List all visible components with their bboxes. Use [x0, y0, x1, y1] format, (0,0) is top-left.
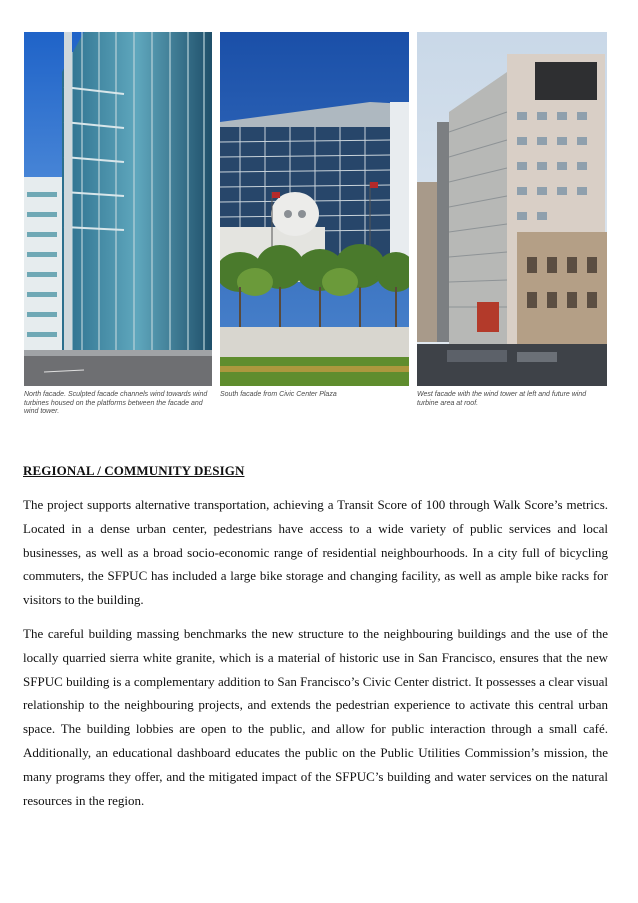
section-heading: REGIONAL / COMMUNITY DESIGN — [23, 463, 245, 478]
south-facade-caption: South facade from Civic Center Plaza — [220, 391, 337, 398]
south-facade-photo — [220, 32, 409, 386]
paragraph-massing: The careful building massing benchmarks the new structure to the neighbouring buildings and the use of the locally quarried sierra white granite, which is a material of historic use in San Francisco, ensures that the new SFPUC building is a complementary addition to San Francisco’s Civic Center district. It possesses a clear visual relationship to the neighbouring projects, and extends the pedestrian experience to activate this central urban space. The building lobbies are open to the public, and allow for public interaction through a small café. Additionally, an educational dashboard educates the public on the Public Utilities Commission’s mission, the many programs they offer, and the mitigated impact of the SFPUC’s building and water services on the natural resources in the region. — [23, 626, 608, 808]
paragraph-transportation: The project supports alternative transportation, achieving a Transit Score of 100 through Walk Score’s metrics. Located in a dense urban center, pedestrians have access to a wide variety of public services and local businesses, as well as a broad socio-economic range of residential neighbourhoods. In a city full of bicycling commuters, the SFPUC has included a large bike storage and changing facility, as well as ample bike racks for visitors to the building. — [23, 497, 608, 608]
west-facade-caption: West facade with the wind tower at left and future wind turbine area at roof. — [417, 391, 587, 407]
west-facade-photo — [417, 32, 607, 386]
north-facade-caption: North facade. Sculpted facade channels wind towards wind turbines housed on the platforms between the facade and wind tower. — [24, 391, 208, 416]
north-facade-photo — [24, 32, 212, 386]
